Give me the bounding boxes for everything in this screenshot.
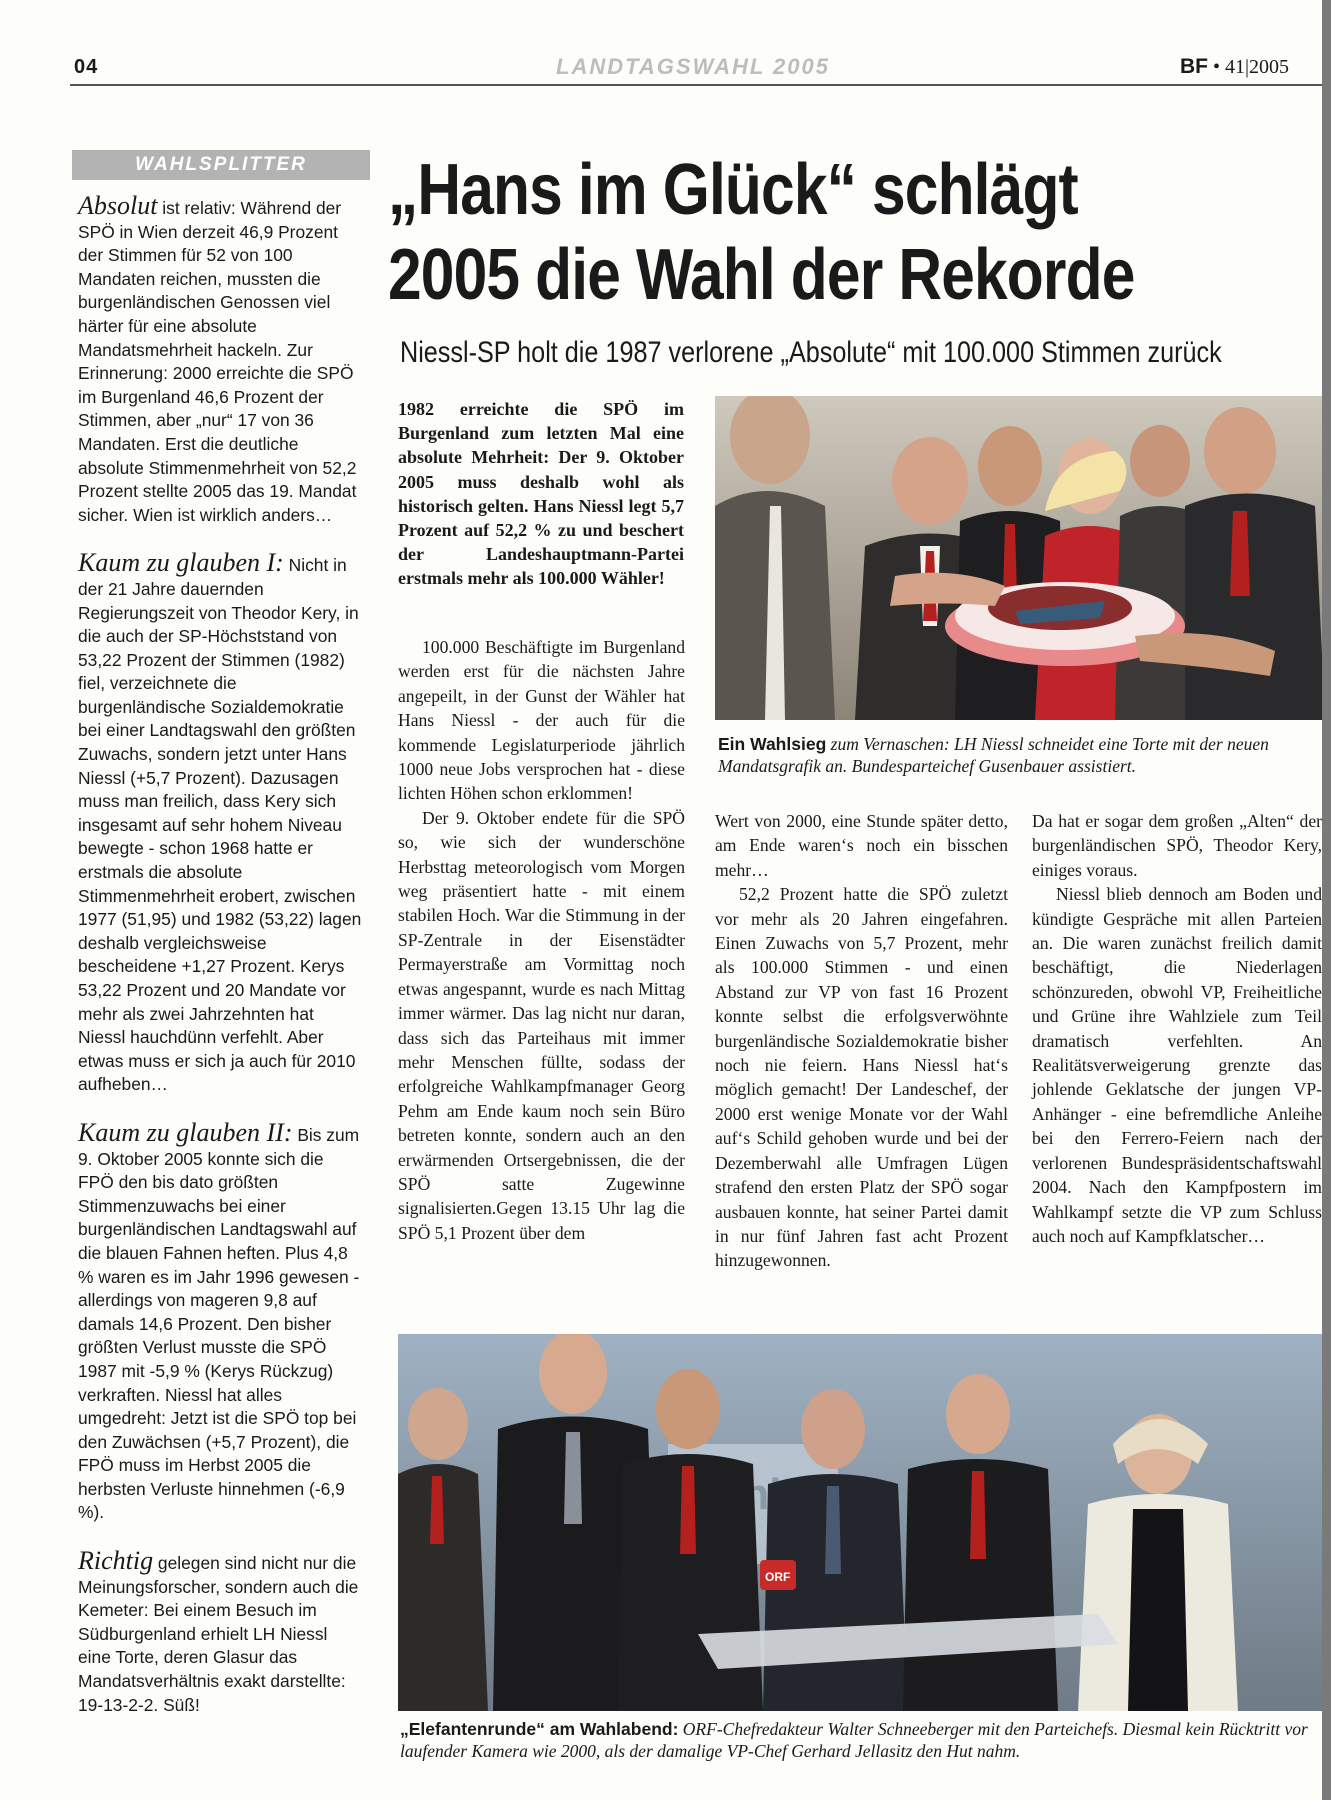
photo-elefantenrunde bbox=[398, 1334, 1326, 1711]
sidebar-item-text: Nicht in der 21 Jahre dauernden Regierungszeit von Theodor Kery, in die auch der SP-Höchststand von 53,22 Prozent der Stimmen (1982) fiel, verzeichnete die burgenländische Sozialdemokratie bei einer Landtagswahl den größten Zuwachs, sondern jetzt unter Hans Niessl (+5,7 Prozent). Dazusagen muss man freilich, dass Kery sich insgesamt auf sehr hohem Niveau bewegte - schon 1968 hatte er erstmals die absolute Stimmenmehrheit erobert, zwischen 1977 (51,95) und 1982 (53,22) lagen deshalb vergleichsweise bescheidene +1,27 Prozent. Kerys 53,22 Prozent und 20 Mandate vor mehr als zwei Jahrzehnten hat Niessl hauchdünn verfehlt. Aber etwas muss er sich ja auch für 2010 aufheben… bbox=[78, 555, 362, 1095]
caption-kicker: Ein Wahlsieg bbox=[718, 734, 827, 754]
header-rule bbox=[70, 84, 1328, 86]
paragraph: Da hat er sogar dem großen „Alten“ der burgenländischen SPÖ, Theodor Kery, einiges voraus. bbox=[1032, 811, 1322, 880]
sidebar-item-text: ist relativ: Während der SPÖ in Wien derzeit 46,9 Prozent der Stimmen für 52 von 100 Mandaten reichen, mussten die burgenländischen Genossen viel härter für eine absolute Mandatsmehrheit hackeln. Zur Erinnerung: 2000 erreichte die SPÖ im Burgenland 46,6 Prozent der Stimmen, aber „nur“ 17 von 36 Mandaten. Erst die deutliche absolute Stimmenmehrheit von 52,2 Prozent stellte 2005 das 19. Mandat sicher. Wien ist wirklich anders… bbox=[78, 198, 357, 525]
subheadline: Niessl-SP holt die 1987 verlorene „Absolute“ mit 100.000 Stimmen zurück bbox=[400, 336, 1222, 369]
paragraph: 100.000 Beschäftigte im Burgenland werden erst für die nächsten Jahre angepeilt, in der Gunst der Wähler hat Hans Niessl - der auch für die kommende Legislaturperiode jährlich 1000 neue Jobs versprochen hat - diese lichten Höhen schon erklommen! bbox=[398, 637, 685, 804]
bullet-separator: • bbox=[1213, 56, 1226, 78]
sidebar-item-text: gelegen sind nicht nur die Meinungsforscher, sondern auch die Kemeter: Bei einem Besuch im Südburgenland erhielt LH Niessl eine Torte, deren Glasur das Mandatsverhältnis exakt darstellte: 19-13-2-2. Süß! bbox=[78, 1553, 359, 1715]
sidebar-item-text: Bis zum 9. Oktober 2005 konnte sich die FPÖ den bis dato größten Stimmenzuwachs bei einer burgenländischen Landtagswahl auf die blauen Fahnen heften. Plus 4,8 % waren es im Jahr 1996 gewesen - allerdings von mageren 9,8 auf damals 14,6 Prozent. Den bisher größten Verlust musste die SPÖ 1987 mit -5,9 % (Kerys Rückzug) verkraften. Niessl hat alles umgedreht: Jetzt ist die SPÖ top bei den Zuwächsen (+5,7 Prozent), die FPÖ muss im Herbst 2005 die herbsten Verluste hinnehmen (-6,9 %). bbox=[78, 1124, 360, 1523]
page-edge-shadow bbox=[1322, 0, 1331, 1800]
sidebar-item bbox=[78, 1117, 364, 1525]
sidebar-item-lead: Absolut bbox=[78, 191, 158, 220]
caption-text: zum Vernaschen: LH Niessl schneidet eine Torte mit der neuen Mandatsgrafik an. Bundesparteichef Gusenbauer assistiert. bbox=[718, 734, 1269, 776]
sidebar-item-lead: Kaum zu glauben I: bbox=[78, 548, 284, 578]
photo-cake-cutting bbox=[715, 396, 1325, 720]
section-title: LANDTAGSWAHL 2005 bbox=[556, 54, 831, 79]
sidebar-item-lead: Richtig bbox=[78, 1546, 154, 1576]
article-column-1 bbox=[398, 635, 685, 1245]
article-column-2 bbox=[715, 809, 1008, 1273]
article-column-3 bbox=[1032, 809, 1322, 1248]
article-lead: 1982 erreichte die SPÖ im Burgenland zum letzten Mal eine absolute Mehrheit: Der 9. Oktober 2005 muss deshalb wohl als historisch gelten. Hans Niessl legt 5,7 Prozent auf 52,2 % zu und beschert der Landeshauptmann-Partei erstmals mehr als 100.000 Wähler! bbox=[398, 399, 684, 589]
microphone-label: ORF bbox=[765, 1570, 791, 1584]
paragraph: 52,2 Prozent hatte die SPÖ zuletzt vor mehr als 20 Jahren eingefahren. Einen Zuwachs von 5,7 Prozent, mehr als 100.000 Stimmen - und einen Abstand zur VP von fast 16 Prozent konnte selbst die erfolgsverwöhnte burgenländische Sozialdemokratie bisher noch nie feiern. Hans Niessl hat‘s möglich gemacht! Der Landeschef, der 2000 erst wenige Monate vor der Wahl auf‘s Schild gehoben wurde und bei der Dezemberwahl alle Umfragen Lügen strafend den ersten Platz der SPÖ sogar ausbauen konnte, hat seiner Partei damit in nur fünf Jahren fast acht Prozent hinzugewonnen. bbox=[715, 884, 1008, 1271]
paragraph: Wert von 2000, eine Stunde später detto, am Ende waren‘s noch ein bisschen mehr… bbox=[715, 811, 1008, 880]
paragraph: Niessl blieb dennoch am Boden und kündigte Gespräche mit allen Parteien an. Die waren zunächst freilich damit beschäftigt, die Niederlagen schönzureden, obwohl VP, Freiheitliche und Grüne ihre Wahlziele zum Teil dramatisch verfehlten. An Realitätsverweigerung grenzte das johlende Geklatsche der jungen VP-Anhänger - eine befremdliche Anleihe bei den Ferrero-Feiern nach der verlorenen Bundespräsidentschaftswahl 2004. Nach den Kampfpostern im Wahlkampf setzte die VP zum Schluss auch noch auf Kampfklatscher… bbox=[1032, 884, 1322, 1246]
photo-cake-illustration bbox=[715, 396, 1325, 720]
headline-line-2: 2005 die Wahl der Rekorde bbox=[388, 235, 1135, 315]
magazine-name: BF bbox=[1180, 55, 1208, 78]
issue-info bbox=[1180, 55, 1289, 79]
sidebar-item bbox=[78, 548, 364, 1097]
sidebar-item bbox=[78, 191, 364, 527]
page-number: 04 bbox=[74, 56, 99, 78]
photo-caption-1 bbox=[718, 733, 1328, 777]
paragraph: Der 9. Oktober endete für die SPÖ so, wie sich der wunderschöne Herbsttag meteorologisch vom Morgen weg präsentiert hatte - mit einem stabilen Hoch. War die Stimmung in der SP-Zentrale in der Eisenstädter Permayerstraße am Vormittag noch etwas angespannt, wurde es nach Mittag immer wärmer. Das lag nicht nur daran, dass sich das Parteihaus mit immer mehr Menschen füllte, sodass der erfolgreiche Wahlkampfmanager Georg Pehm am Ende kaum noch sein Büro betreten konnte, sondern auch an den erwärmenden Ortsergebnissen, die der SPÖ satte Zugewinne signalisierten.Gegen 13.15 Uhr lag die SPÖ 5,1 Prozent über dem bbox=[398, 807, 685, 1243]
sidebar-label: WAHLSPLITTER bbox=[72, 150, 370, 180]
photo-tv-studio-illustration bbox=[398, 1334, 1326, 1711]
caption-text: ORF-Chefredakteur Walter Schneeberger mit den Parteichefs. Diesmal kein Rücktritt vor laufender Kamera wie 2000, als der damalige VP-Chef Gerhard Jellasitz den Hut nahm. bbox=[400, 1719, 1308, 1761]
headline-line-1: „Hans im Glück“ schlägt bbox=[388, 150, 1078, 230]
photo-caption-2 bbox=[400, 1718, 1326, 1762]
headline bbox=[388, 148, 1178, 318]
sidebar-item bbox=[78, 1546, 364, 1717]
issue-number: 41|2005 bbox=[1225, 56, 1290, 78]
caption-kicker: „Elefantenrunde“ am Wahlabend: bbox=[400, 1719, 679, 1739]
sidebar-wahlsplitter bbox=[78, 191, 364, 1741]
sidebar-item-lead: Kaum zu glauben II: bbox=[78, 1117, 293, 1147]
